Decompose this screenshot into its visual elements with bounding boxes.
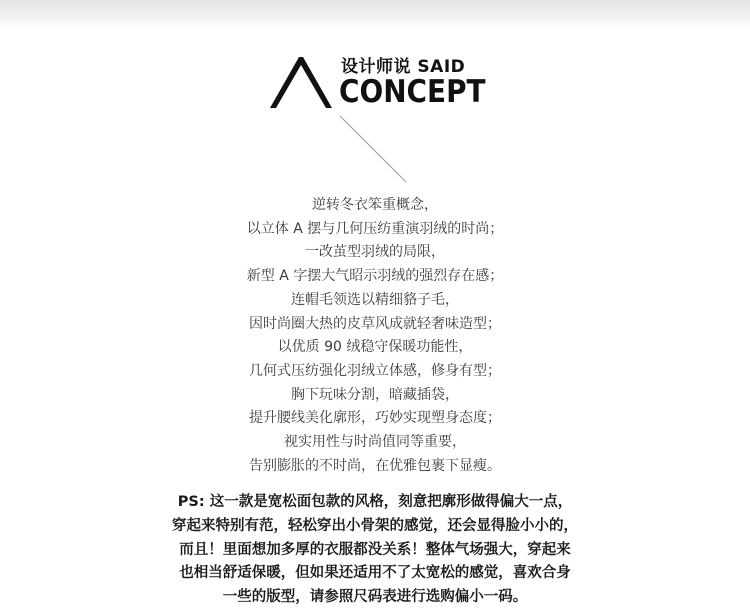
poem-line: 一改茧型羽绒的局限， <box>305 244 445 261</box>
concept-poem <box>0 194 750 478</box>
top-shadow-band <box>0 0 750 30</box>
poem-line: 因时尚圈大热的皮草风成就轻奢味造型； <box>249 315 501 332</box>
poem-line: 视实用性与时尚值同等重要， <box>284 434 466 451</box>
ps-line: PS: 这一款是宽松面包款的风格，刻意把廓形做得偏大一点， <box>177 494 573 510</box>
poem-line: 连帽毛领选以精细貉子毛， <box>291 291 459 308</box>
logo-title: CONCEPT <box>339 74 486 110</box>
poem-line: 胸下玩味分割，暗藏插袋， <box>291 386 459 403</box>
poem-line: 以优质 90 绒稳守保暖功能性， <box>277 339 473 356</box>
ps-line: 穿起来特别有范，轻松穿出小骨架的感觉，还会显得脸小小的， <box>172 517 578 534</box>
poem-line: 以立体 A 摆与几何压纺重演羽绒的时尚； <box>246 220 504 237</box>
ps-line: 一些的版型，请参照尺码表进行选购偏小一码。 <box>222 589 528 606</box>
diagonal-divider-line <box>330 110 420 190</box>
concept-logo <box>268 52 486 112</box>
poem-line: 提升腰线美化廓形，巧妙实现塑身态度； <box>249 410 501 427</box>
logo-subtitle: 设计师说 SAID <box>341 57 466 77</box>
poem-line: 告别膨胀的不时尚，在优雅包裹下显瘦。 <box>249 457 501 474</box>
poem-line: 逆转冬衣笨重概念， <box>312 197 438 213</box>
ps-line: 也相当舒适保暖，但如果还适用不了太宽松的感觉，喜欢合身 <box>179 565 571 582</box>
poem-line: 几何式压纺强化羽绒立体感，修身有型； <box>249 362 501 379</box>
poem-line: 新型 A 字摆大气昭示羽绒的强烈存在感； <box>246 268 504 285</box>
ps-note <box>0 491 750 610</box>
a-triangle-icon <box>268 54 338 110</box>
ps-line: 而且！里面想加多厚的衣服都没关系！整体气场强大，穿起来 <box>179 541 571 558</box>
